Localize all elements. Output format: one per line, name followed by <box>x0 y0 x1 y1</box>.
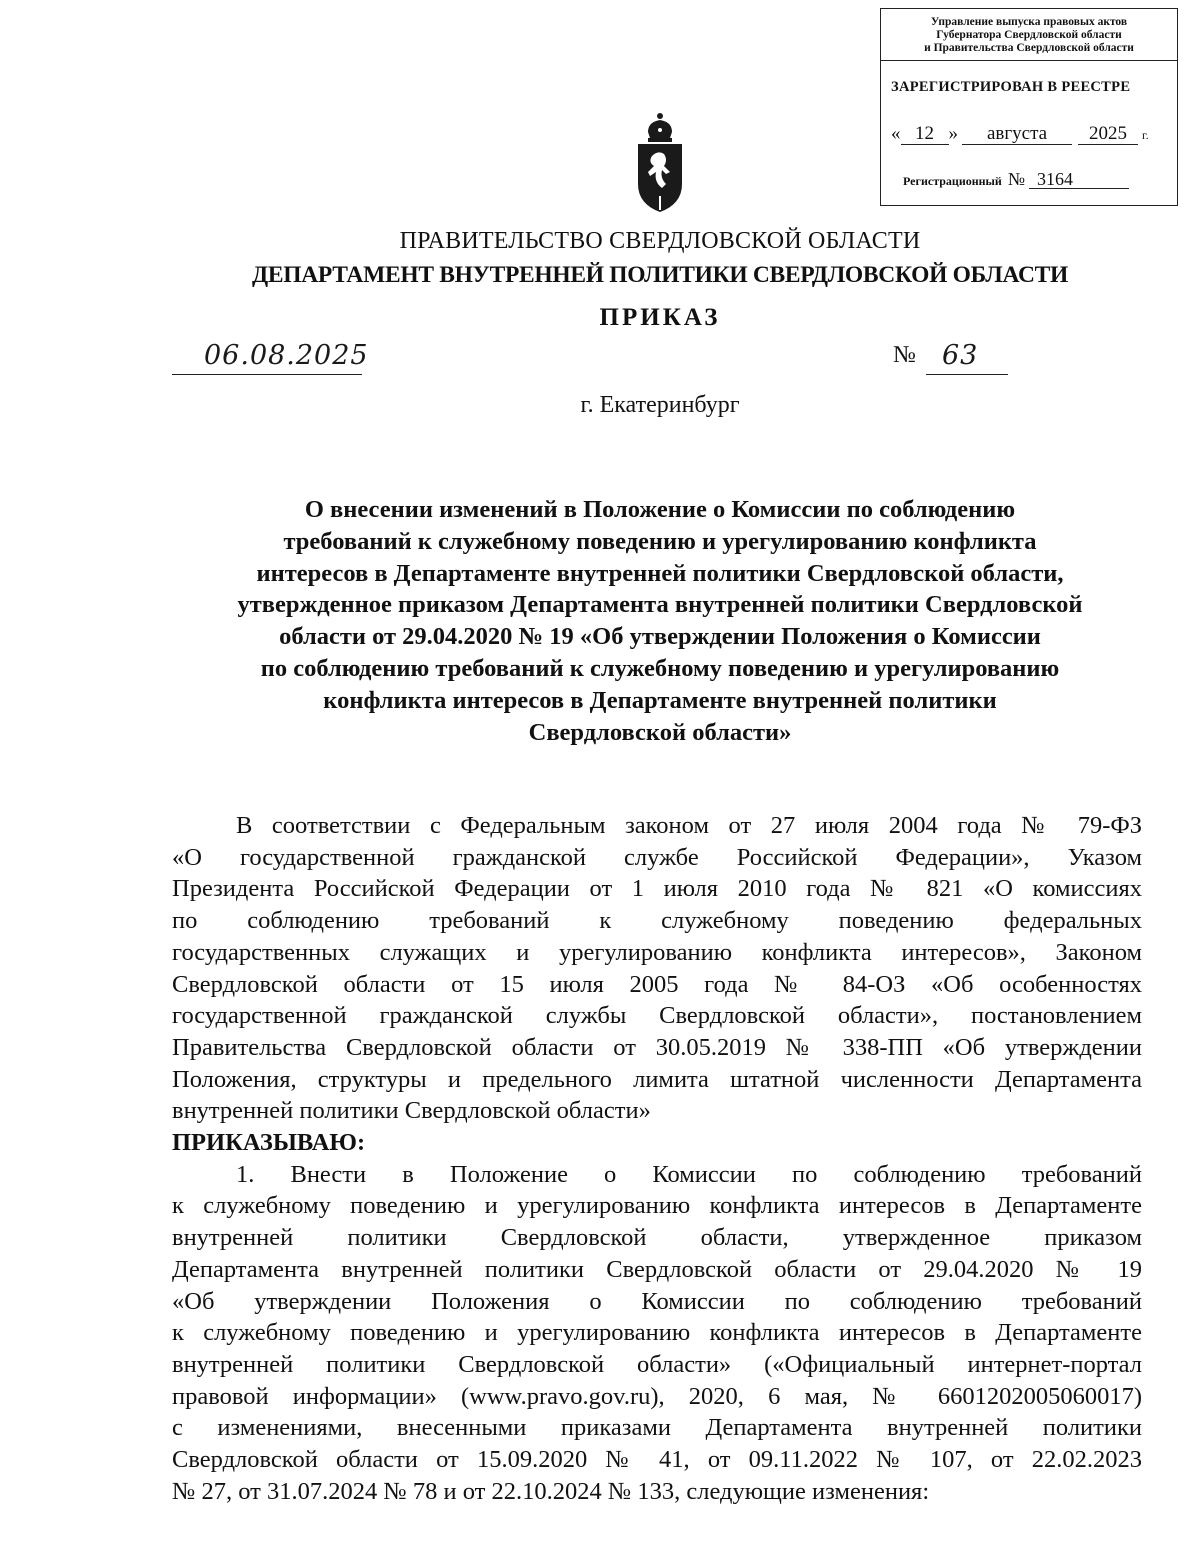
title-line: утвержденное приказом Департамента внутренней политики Свердловской <box>237 591 1083 619</box>
title-line: конфликта интересов в Департаменте внутренней политики <box>323 686 997 714</box>
item1-line: внутренней политики Свердловской области» («Официальный интернет-портал <box>172 1350 1142 1378</box>
document-body <box>172 810 1142 1507</box>
document-title <box>195 494 1125 748</box>
order-number-handwritten: 63 <box>942 340 979 371</box>
item1-line: № 27, от 31.07.2024 № 78 и от 22.10.2024 № 133, следующие изменения: <box>172 1477 930 1505</box>
item1-line: Свердловской области от 15.09.2020 № 41, от 09.11.2022 № 107, от 22.02.2023 <box>172 1446 1142 1474</box>
item1-line: к служебному поведению и урегулированию конфликта интересов в Департаменте <box>172 1319 1142 1347</box>
coat-of-arms-icon <box>630 112 690 216</box>
preamble-line: государственных служащих и урегулированию конфликта интересов», Законом <box>172 938 1142 966</box>
preamble-line: внутренней политики Свердловской области» <box>172 1097 651 1125</box>
item1-line: к служебному поведению и урегулированию конфликта интересов в Департаменте <box>172 1192 1142 1220</box>
stamp-date-open-quote: « <box>891 123 901 144</box>
preamble-line: государственной гражданской службы Свердловской области», постановлением <box>172 1002 1142 1030</box>
preamble-line: по соблюдению требований к служебному поведению федеральных <box>172 907 1142 935</box>
item1-line: с изменениями, внесенными приказами Департамента внутренней политики <box>172 1414 1142 1442</box>
stamp-office <box>881 9 1177 61</box>
preamble-line: Положения, структуры и предельного лимита штатной численности Департамента <box>172 1065 1142 1093</box>
title-line: О внесении изменений в Положение о Комиссии по соблюдению <box>304 496 1016 523</box>
stamp-date-year: 2025 <box>1078 124 1138 145</box>
stamp-office-line: Губернатора Свердловской области <box>936 29 1122 41</box>
stamp-date-month: августа <box>962 124 1072 145</box>
stamp-date-suffix: г. <box>1142 128 1149 142</box>
title-line: интересов в Департаменте внутренней политики Свердловской области, <box>256 559 1064 587</box>
preamble-line: В соответствии с Федеральным законом от 27 июля 2004 года № 79-ФЗ <box>236 812 1142 839</box>
stamp-office-line: Управление выпуска правовых актов <box>930 16 1128 28</box>
stamp-reg-value: 3164 <box>1029 170 1129 189</box>
preamble-line: Свердловской области от 15 июля 2005 года № 84-ОЗ «Об особенностях <box>172 970 1142 998</box>
title-line: Свердловской области» <box>528 718 792 746</box>
order-date-handwritten: 06.08.2025 <box>204 340 369 371</box>
stamp-registered-label: ЗАРЕГИСТРИРОВАН В РЕЕСТРЕ <box>891 79 1131 95</box>
stamp-no-sign: № <box>1007 169 1026 189</box>
item1-line: «Об утверждении Положения о Комиссии по соблюдению требований <box>172 1287 1142 1315</box>
department-title: ДЕПАРТАМЕНТ ВНУТРЕННЕЙ ПОЛИТИКИ СВЕРДЛОВСКОЙ ОБЛАСТИ <box>251 262 1069 288</box>
title-line: по соблюдению требований к служебному поведению и урегулированию <box>260 654 1060 682</box>
government-title: ПРАВИТЕЛЬСТВО СВЕРДЛОВСКОЙ ОБЛАСТИ <box>399 228 921 254</box>
stamp-date <box>891 123 1149 145</box>
registration-stamp <box>880 8 1178 206</box>
preamble-line: «О государственной гражданской службе Российской Федерации», Указом <box>172 843 1142 871</box>
order-number-field <box>926 340 1008 375</box>
item1-line: внутренней политики Свердловской области, утвержденное приказом <box>172 1224 1142 1252</box>
preamble-line: Президента Российской Федерации от 1 июля 2010 года № 821 «О комиссиях <box>172 875 1142 903</box>
preamble-line: Правительства Свердловской области от 30.05.2019 № 338-ПП «Об утверждении <box>172 1033 1142 1061</box>
stamp-office-line: и Правительства Свердловской области <box>924 42 1134 54</box>
order-word: ПРИКАЗЫВАЮ: <box>172 1129 366 1157</box>
item1-line: Департамента внутренней политики Свердловской области от 29.04.2020 № 19 <box>172 1255 1142 1283</box>
order-number-sign: № <box>893 342 916 368</box>
item1-line: 1. Внести в Положение о Комиссии по соблюдению требований <box>236 1160 1142 1188</box>
stamp-date-day: 12 <box>901 124 949 145</box>
city-name: г. Екатеринбург <box>580 392 740 418</box>
stamp-reg-label: Регистрационный <box>903 174 1002 188</box>
stamp-date-close-quote: » <box>948 123 958 144</box>
title-line: области от 29.04.2020 № 19 «Об утверждении Положения о Комиссии <box>279 623 1041 651</box>
document-type: ПРИКАЗ <box>599 304 721 331</box>
order-date-field <box>172 340 369 375</box>
stamp-reg-number <box>903 169 1129 190</box>
item1-line: правовой информации» (www.pravo.gov.ru), 2020, 6 мая, № 6601202005060017) <box>172 1382 1142 1410</box>
title-line: требований к служебному поведению и урегулированию конфликта <box>283 527 1037 555</box>
